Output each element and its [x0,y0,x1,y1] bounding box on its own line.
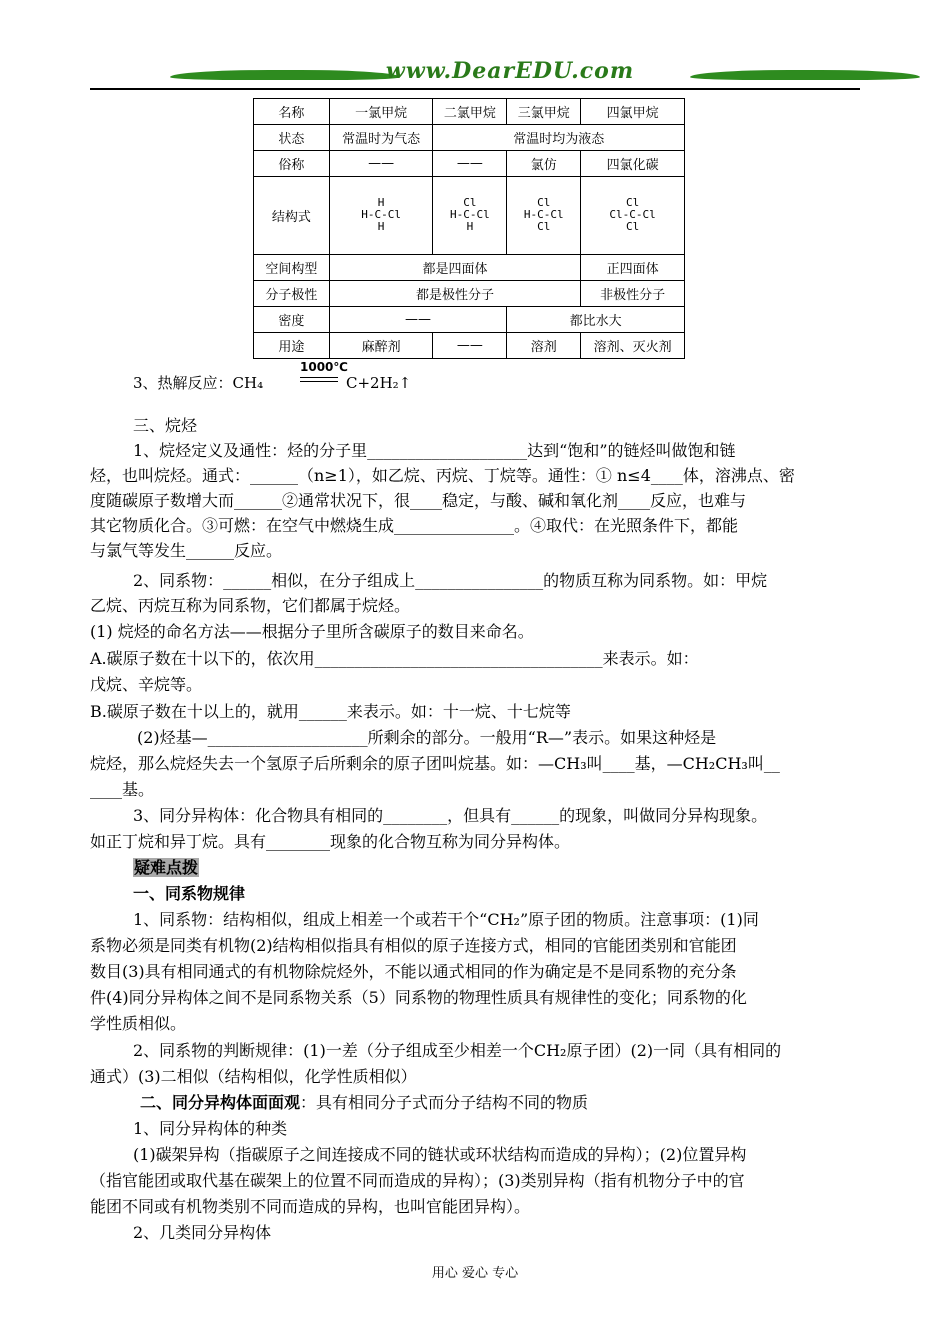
equal-line [300,381,338,382]
body-line: 度随碳原子数增大而______②通常状况下，很____稳定，与酸、碱和氧化剂____反应，也难与 [90,491,747,510]
table-cell: 常温时为气态 [329,125,433,151]
table-cell: 氯仿 [507,151,581,177]
structural-formula: Cl H-C-Cl Cl [523,196,564,233]
body-line: B.碳原子数在十以上的，就用______来表示。如：十一烷、十七烷等 [90,702,571,721]
table-row [254,307,685,333]
table-cell: 都是四面体 [329,255,580,281]
body-line: 2、同系物的判断规律：(1)一差（分子组成至少相差一个CH₂原子团）(2)一同（具有相同的 [133,1041,782,1060]
body-line: 学性质相似。 [90,1014,187,1033]
site-logo[interactable]: www.DearEDU.com [385,58,635,84]
body-line: 能团不同或有机物类别不同而造成的异构，也叫官能团异构）。 [90,1197,531,1216]
pyrolysis-reaction [133,372,263,393]
row-label: 结构式 [254,177,330,255]
row-label: 密度 [254,307,330,333]
table-cell: 二氯甲烷 [433,99,507,125]
table-cell: 一氯甲烷 [329,99,433,125]
table-cell: 麻醉剂 [329,333,433,359]
structural-formula: Cl Cl-C-Cl Cl [609,196,656,233]
page-header [90,58,860,94]
body-line: 1、同系物：结构相似，组成上相差一个或若干个“CH₂”原子团的物质。注意事项：(1)同 [133,910,759,929]
table-cell: 常温时均为液态 [433,125,685,151]
body-line: (1) 烷烃的命名方法——根据分子里所含碳原子的数目来命名。 [90,622,534,641]
table-cell: —— [433,333,507,359]
body-line: 与氯气等发生______反应。 [90,541,283,560]
table-row [254,333,685,359]
structural-formula: H H-C-Cl H [361,196,401,233]
table-row [254,99,685,125]
body-line: 其它物质化合。③可燃：在空气中燃烧生成_______________。④取代：在光照条件下，都能 [90,516,739,535]
table-cell: 都是极性分子 [329,281,580,307]
heading-rest: ：具有相同分子式而分子结构不同的物质 [300,1093,589,1112]
body-line: 数目(3)具有相同通式的有机物除烷烃外，不能以通式相同的作为确定是不是同系物的充分条 [90,962,737,981]
reaction-prefix: 3、热解反应：CH₄ [133,374,264,392]
table-cell: —— [329,307,507,333]
difficulty-tag: 疑难点拨 [134,858,199,877]
row-label: 名称 [254,99,330,125]
row-label: 俗称 [254,151,330,177]
header-swoosh-right [690,70,920,80]
body-line: ____基。 [90,780,155,799]
body-line: 系物必须是同类有机物(2)结构相似指具有相似的原子连接方式，相同的官能团类别和官能团 [90,936,737,955]
body-line: 件(4)同分异构体之间不是同系物关系（5）同系物的物理性质具有规律性的变化；同系物的化 [90,988,747,1007]
section-heading: 一、同系物规律 [133,884,246,903]
highlighted-heading [133,857,199,879]
row-label: 空间构型 [254,255,330,281]
row-label: 状态 [254,125,330,151]
table-cell: 四氯甲烷 [581,99,685,125]
row-label: 用途 [254,333,330,359]
body-line: （指官能团或取代基在碳架上的位置不同而造成的异构）；(3)类别异构（指有机物分子中的官 [90,1171,745,1190]
table-cell: 都比水大 [507,307,685,333]
body-line: 烃，也叫烷烃。通式：______（n≥1），如乙烷、丙烷、丁烷等。通性：① n≤4____体，溶沸点、密 [90,466,795,485]
body-line: 戊烷、辛烷等。 [90,675,203,694]
table-cell: 三氯甲烷 [507,99,581,125]
formula-cell [329,177,433,255]
body-line: (2)烃基—____________________所剩余的部分。一般用“R—”表示。如果这种烃是 [137,728,717,747]
table-cell: —— [329,151,433,177]
heading-bold: 二、同分异构体面面观 [140,1093,301,1112]
table-cell: 溶剂、灭火剂 [581,333,685,359]
table-row [254,151,685,177]
page-footer: 用心 爱心 专心 [431,1266,519,1281]
body-line: 2、几类同分异构体 [133,1223,272,1242]
reaction-suffix: C+2H₂↑ [346,374,412,392]
section-heading: 三、烷烃 [133,416,198,435]
formula-cell [581,177,685,255]
table-cell: 四氯化碳 [581,151,685,177]
body-line: 通式）(3)二相似（结构相似，化学性质相似） [90,1067,417,1086]
header-rule [90,88,860,90]
table-row [254,125,685,151]
reaction-arrow [300,360,348,384]
table-cell: —— [433,151,507,177]
table-cell: 正四面体 [581,255,685,281]
body-line: 3、同分异构体：化合物具有相同的________，但具有______的现象，叫做同分异构现象。 [133,806,768,825]
row-label: 分子极性 [254,281,330,307]
body-line: 2、同系物：______相似，在分子组成上________________的物质互称为同系物。如：甲烷 [133,571,768,590]
table-row [254,255,685,281]
body-line: 如正丁烷和异丁烷。具有________现象的化合物互称为同分异构体。 [90,832,571,851]
table-row [254,281,685,307]
body-line: 1、烷烃定义及通性：烃的分子里____________________达到“饱和”的链烃叫做饱和链 [133,441,736,460]
reaction-condition: 1000℃ [300,360,348,374]
body-line: 乙烷、丙烷互称为同系物，它们都属于烷烃。 [90,596,411,615]
structural-formula: Cl H-C-Cl H [450,196,490,233]
table-cell: 溶剂 [507,333,581,359]
formula-cell [507,177,581,255]
body-line: A.碳原子数在十以下的，依次用____________________________________来表示。如： [90,649,699,668]
body-line: 烷烃，那么烷烃失去一个氢原子后所剩余的原子团叫烷基。如：—CH₃叫____基，—CH₂CH₃叫__ [90,754,780,773]
table-row [254,177,685,255]
chloromethane-table [253,98,685,359]
body-line: (1)碳架异构（指碳原子之间连接成不同的链状或环状结构而造成的异构）；(2)位置异构 [133,1145,747,1164]
body-line: 1、同分异构体的种类 [133,1119,288,1138]
section-heading [140,1092,588,1114]
table-cell: 非极性分子 [581,281,685,307]
formula-cell [433,177,507,255]
equal-line [300,377,338,378]
